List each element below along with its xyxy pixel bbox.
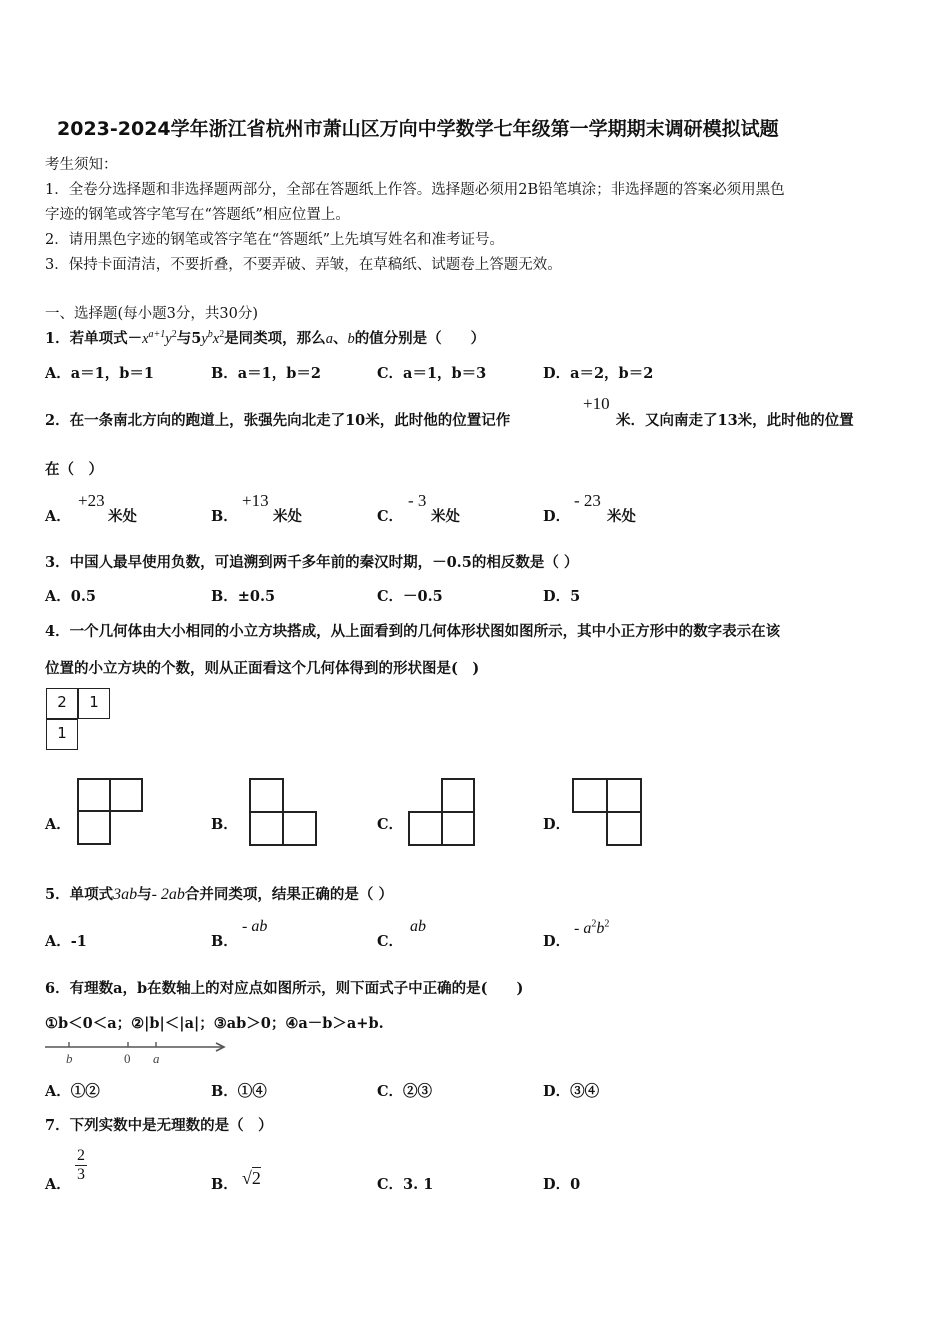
q1-term1-base: x	[142, 331, 149, 347]
q1-term1-exp: a+1	[148, 329, 166, 341]
q5-option-a-text: -1	[70, 933, 87, 950]
q3-option-a-label: A．	[45, 588, 71, 605]
q5-option-a[interactable]	[45, 930, 87, 951]
q1-option-b[interactable]	[211, 362, 321, 383]
q2-option-c-label[interactable]: C．	[377, 508, 404, 525]
q6-statements: ①b＜0＜a；②|b|＜|a|；③ab＞0；④a－b＞a+b.	[45, 1015, 384, 1032]
q3-option-b-text: ±0.5	[237, 588, 276, 605]
figure-square	[282, 811, 317, 846]
q2-line2: 在（ ）	[45, 461, 103, 478]
q2-line1b: 米．又向南走了13米，此时他的位置	[616, 412, 854, 429]
axis-label-zero: 0	[124, 1051, 131, 1066]
q7-option-c-label: C．	[377, 1176, 404, 1193]
q6-option-b-text: ①④	[237, 1083, 267, 1100]
axis-label-a: a	[153, 1051, 160, 1066]
q1-term2-x: x	[212, 331, 220, 347]
q1-comma: 、	[332, 330, 348, 347]
q4-grid-cell: 1	[78, 688, 110, 719]
q7-option-d[interactable]	[543, 1173, 580, 1194]
q1-option-a-text: a＝1，b＝1	[70, 365, 154, 382]
q1-option-a[interactable]	[45, 362, 154, 383]
figure-square	[408, 811, 443, 846]
q3-option-c[interactable]	[377, 585, 443, 606]
q7-option-a-label[interactable]: A．	[45, 1176, 71, 1193]
q5-option-d-exp-a: 2	[591, 918, 597, 930]
q5-mid: 与	[137, 886, 152, 903]
q6-stem: 6．有理数a，b在数轴上的对应点如图所示，则下面式子中正确的是( )	[45, 980, 524, 997]
q2-option-a-unit: 米处	[108, 508, 137, 525]
q5-option-c-label[interactable]: C．	[377, 933, 404, 950]
q1-option-c[interactable]	[377, 362, 486, 383]
q4-line1: 4．一个几何体由大小相同的小立方块搭成，从上面看到的几何体形状图如图所示，其中小正方形中的数字表示在该	[45, 623, 781, 640]
q5-suffix: 合并同类项，结果正确的是（ ）	[184, 886, 393, 903]
notice-item-3: 3．保持卡面清洁，不要折叠，不要弄破、弄皱，在草稿纸、试题卷上答题无效。	[45, 257, 562, 273]
q2-option-c-unit: 米处	[431, 508, 460, 525]
q5-option-d-base-b: b	[596, 920, 605, 937]
q3-option-a[interactable]	[45, 585, 96, 606]
q6-option-c-label: C．	[377, 1083, 404, 1100]
q1-option-d-text: a＝2，b＝2	[570, 365, 654, 382]
q7-stem: 7．下列实数中是无理数的是（ ）	[45, 1117, 273, 1134]
notice-item-2: 2．请用黑色字迹的钢笔或答字笔在“答题纸”上先填写姓名和准考证号。	[45, 232, 505, 248]
q7-option-c[interactable]	[377, 1173, 433, 1194]
q4-grid-cell: 2	[46, 688, 78, 719]
q6-option-b[interactable]	[211, 1080, 267, 1101]
q2-option-b-unit: 米处	[273, 508, 302, 525]
q5-term2: - 2ab	[151, 886, 185, 903]
q1-term2-xexp: 2	[219, 329, 225, 341]
figure-square	[572, 778, 608, 813]
q7-option-b-sqrt	[242, 1168, 261, 1189]
q7-option-a-denominator: 3	[77, 1166, 85, 1183]
q1-suffix1: 是同类项，那么	[224, 330, 326, 347]
q3-option-b[interactable]	[211, 585, 275, 606]
q3-option-d-label: D．	[543, 588, 571, 605]
q5-term1: 3ab	[113, 886, 138, 903]
q1-option-b-text: a＝1，b＝2	[237, 365, 321, 382]
q2-option-d-unit: 米处	[607, 508, 636, 525]
q4-line2: 位置的小立方块的个数，则从正面看这个几何体得到的形状图是( )	[45, 660, 480, 677]
q7-option-b-radicand: 2	[251, 1168, 261, 1188]
q3-option-d-text: 5	[570, 588, 581, 605]
section-heading: 一、选择题(每小题3分，共30分)	[45, 306, 258, 322]
q5-option-d-label[interactable]: D．	[543, 933, 571, 950]
q2-option-a-value: +23	[78, 491, 105, 510]
figure-square	[606, 811, 642, 846]
q5-stem	[45, 883, 393, 904]
q7-option-b-label[interactable]: B．	[211, 1176, 238, 1193]
q3-option-c-label: C．	[377, 588, 404, 605]
figure-square	[249, 778, 284, 813]
q1-option-d-label: D．	[543, 365, 571, 382]
q5-option-a-label: A．	[45, 933, 71, 950]
q1-option-d[interactable]	[543, 362, 653, 383]
q6-option-a[interactable]	[45, 1080, 100, 1101]
notice-item-1-line-2: 字迹的钢笔或答字笔写在“答题纸”相应位置上。	[45, 207, 350, 223]
q5-prefix: 5．单项式	[45, 886, 114, 903]
q5-option-d-base-a: - a	[574, 920, 592, 937]
q1-suffix2: 的值分别是（ ）	[354, 330, 486, 347]
axis-label-b: b	[66, 1051, 73, 1066]
q5-option-c-text: ab	[410, 918, 426, 935]
q6-option-d-text: ③④	[570, 1083, 600, 1100]
q2-position-value: +10	[583, 394, 610, 413]
q1-option-c-label: C．	[377, 365, 404, 382]
q6-option-c[interactable]	[377, 1080, 432, 1101]
q7-option-a-numerator: 2	[77, 1147, 85, 1164]
figure-square	[109, 778, 143, 812]
q1-mid: 与5	[176, 330, 202, 347]
q6-option-c-text: ②③	[403, 1083, 433, 1100]
q1-option-a-label: A．	[45, 365, 71, 382]
figure-square	[249, 811, 284, 846]
q7-option-d-text: 0	[570, 1176, 581, 1193]
q6-option-b-label: B．	[211, 1083, 238, 1100]
q3-option-c-text: －0.5	[403, 588, 443, 605]
q4-option-a-label[interactable]: A．	[45, 816, 71, 833]
q1-term1-yexp: 2	[171, 329, 177, 341]
q6-option-a-label: A．	[45, 1083, 71, 1100]
q2-option-d-label[interactable]: D．	[543, 508, 571, 525]
q2-line1a: 2．在一条南北方向的跑道上，张强先向北走了10米，此时他的位置记作	[45, 412, 511, 429]
q1-term1-y: y	[165, 331, 172, 347]
figure-square	[441, 811, 475, 846]
q2-option-c-value: - 3	[408, 491, 427, 510]
q4-grid-cell: 1	[46, 719, 78, 750]
q6-number-line	[44, 1038, 229, 1066]
q7-option-d-label: D．	[543, 1176, 571, 1193]
notice-heading: 考生须知：	[45, 157, 118, 173]
q3-option-a-text: 0.5	[70, 588, 96, 605]
q4-option-b-label[interactable]: B．	[211, 816, 238, 833]
q1-var-b: b	[347, 331, 355, 347]
question-1-stem	[45, 327, 485, 348]
q1-option-c-text: a＝1，b＝3	[403, 365, 487, 382]
sqrt-icon: √	[242, 1168, 252, 1188]
q2-option-d-value: - 23	[574, 491, 601, 510]
q2-option-a-label[interactable]: A．	[45, 508, 71, 525]
figure-square	[77, 810, 111, 845]
q6-option-d-label: D．	[543, 1083, 571, 1100]
q3-option-d[interactable]	[543, 585, 580, 606]
q4-option-c-label[interactable]: C．	[377, 816, 404, 833]
q6-option-d[interactable]	[543, 1080, 599, 1101]
q4-option-d-label[interactable]: D．	[543, 816, 571, 833]
q5-option-b-text: - ab	[242, 918, 268, 935]
page-title: 2023-2024学年浙江省杭州市萧山区万向中学数学七年级第一学期期末调研模拟试题	[57, 118, 779, 140]
q2-option-b-value: +13	[242, 491, 269, 510]
q7-option-c-text: 3. 1	[403, 1176, 434, 1193]
q5-option-b-label[interactable]: B．	[211, 933, 238, 950]
q2-option-b-label[interactable]: B．	[211, 508, 238, 525]
q7-option-a-fraction	[75, 1147, 87, 1184]
q3-option-b-label: B．	[211, 588, 238, 605]
q1-var-a: a	[325, 331, 333, 347]
q5-option-d-exp-b: 2	[604, 918, 610, 930]
q1-option-b-label: B．	[211, 365, 238, 382]
notice-item-1-line-1: 1．全卷分选择题和非选择题两部分，全部在答题纸上作答。选择题必须用2B铅笔填涂；非选择题的答案必须用黑色	[45, 182, 785, 198]
q5-option-d-text	[574, 918, 609, 938]
q1-term2-y: y	[201, 331, 208, 347]
q1-prefix: 1．若单项式－	[45, 330, 143, 347]
figure-square	[77, 778, 111, 812]
q1-term2-yexp: b	[207, 329, 213, 341]
figure-square	[441, 778, 475, 813]
q3-stem: 3．中国人最早使用负数，可追溯到两千多年前的秦汉时期，－0.5的相反数是（ ）	[45, 554, 579, 571]
figure-square	[606, 778, 642, 813]
q6-option-a-text: ①②	[70, 1083, 100, 1100]
